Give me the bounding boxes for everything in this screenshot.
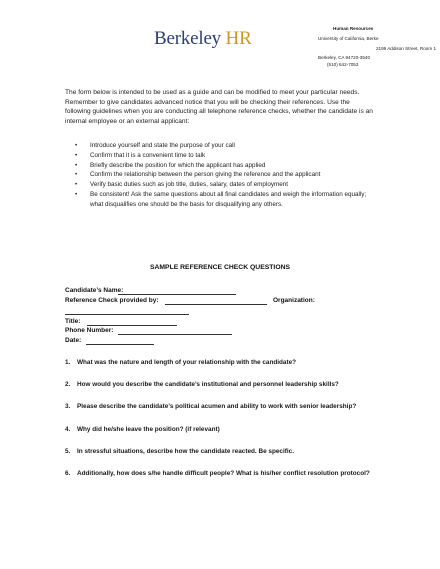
reference-by-label: Reference Check provided by: [65, 297, 159, 304]
candidate-name-label: Candidate’s Name: [65, 287, 124, 294]
question-item [65, 447, 385, 457]
bullet-icon: • [75, 171, 78, 179]
question-number: 4. [65, 425, 71, 433]
question-number: 6. [65, 469, 71, 477]
phone-number: (510) 642-7053 [327, 62, 359, 67]
bullet-text: Briefly describe the position for which the applicant has applied [90, 161, 266, 169]
berkeley-hr-logo [154, 28, 252, 50]
guidelines-list [65, 141, 375, 210]
bullet-icon: • [75, 190, 78, 198]
question-item [65, 402, 385, 412]
list-item [65, 161, 375, 171]
question-item [65, 380, 385, 390]
intro-text: The form below is intended to be used as a guide and can be modified to meet your particular needs. Remember to give candidates advanced notice that you will be checking their references. Use the following guidelines when you are conducting all telephone reference checks, whether the candidate is an internal employee or an external applicant: [65, 89, 373, 126]
candidate-name-field[interactable] [118, 294, 236, 295]
question-text: Why did he/she leave the position? (if relevant) [77, 425, 220, 433]
bullet-text: Be consistent! Ask the same questions about all final candidates and weigh the information equally; what disqualifies one should be the basis for disqualifying any others. [90, 190, 367, 208]
organization-field[interactable] [65, 314, 189, 315]
phone-label: Phone Number: [65, 327, 114, 334]
bullet-text: Verify basic duties such as job title, duties, salary, dates of employment [90, 181, 288, 189]
bullet-icon: • [75, 161, 78, 169]
title-label: Title: [65, 318, 81, 325]
list-item [65, 170, 375, 180]
logo-accent-text: HR [225, 28, 252, 49]
department-name: Human Resources [333, 26, 374, 31]
phone-field[interactable] [118, 334, 232, 335]
date-label: Date: [65, 337, 82, 344]
title-field[interactable] [87, 325, 177, 326]
questions-list [65, 358, 385, 491]
list-item [65, 141, 375, 151]
organization-label: Organization: [273, 297, 315, 304]
question-item [65, 358, 385, 368]
question-text: Additionally, how does s/he handle difficult people? What is his/her conflict resolution protocol? [77, 469, 370, 477]
question-item [65, 469, 385, 479]
bullet-icon: • [75, 181, 78, 189]
list-item [65, 151, 375, 161]
city-address: Berkeley, CA 94720-3540 [318, 55, 371, 60]
list-item [65, 190, 375, 210]
street-address: 2199 Addison Street, Room 1 [376, 46, 437, 51]
question-text: What was the nature and length of your relationship with the candidate? [77, 359, 297, 366]
bullet-text: Confirm that it is a convenient time to talk [90, 151, 206, 159]
question-number: 2. [65, 381, 71, 389]
question-item [65, 425, 385, 435]
list-item [65, 180, 375, 190]
question-number: 1. [65, 359, 71, 366]
date-field[interactable] [86, 344, 154, 345]
question-number: 3. [65, 403, 71, 411]
intro-paragraph [65, 88, 375, 127]
question-text: How would you describe the candidate’s institutional and personnel leadership skills? [77, 381, 339, 389]
question-text: Please describe the candidate’s political acumen and ability to work with senior leadership? [77, 403, 357, 411]
bullet-text: Confirm the relationship between the person giving the reference and the applicant [90, 171, 321, 179]
section-title: SAMPLE REFERENCE CHECK QUESTIONS [149, 264, 291, 271]
bullet-icon: • [75, 142, 78, 149]
reference-by-field[interactable] [165, 304, 267, 305]
bullet-text: Introduce yourself and state the purpose of your call [90, 142, 235, 149]
university-name: University of California, Berke [318, 36, 379, 41]
bullet-icon: • [75, 151, 78, 159]
question-text: In stressful situations, describe how the candidate reacted. Be specific. [77, 447, 294, 455]
question-number: 5. [65, 447, 71, 455]
logo-main-text: Berkeley [154, 28, 221, 49]
